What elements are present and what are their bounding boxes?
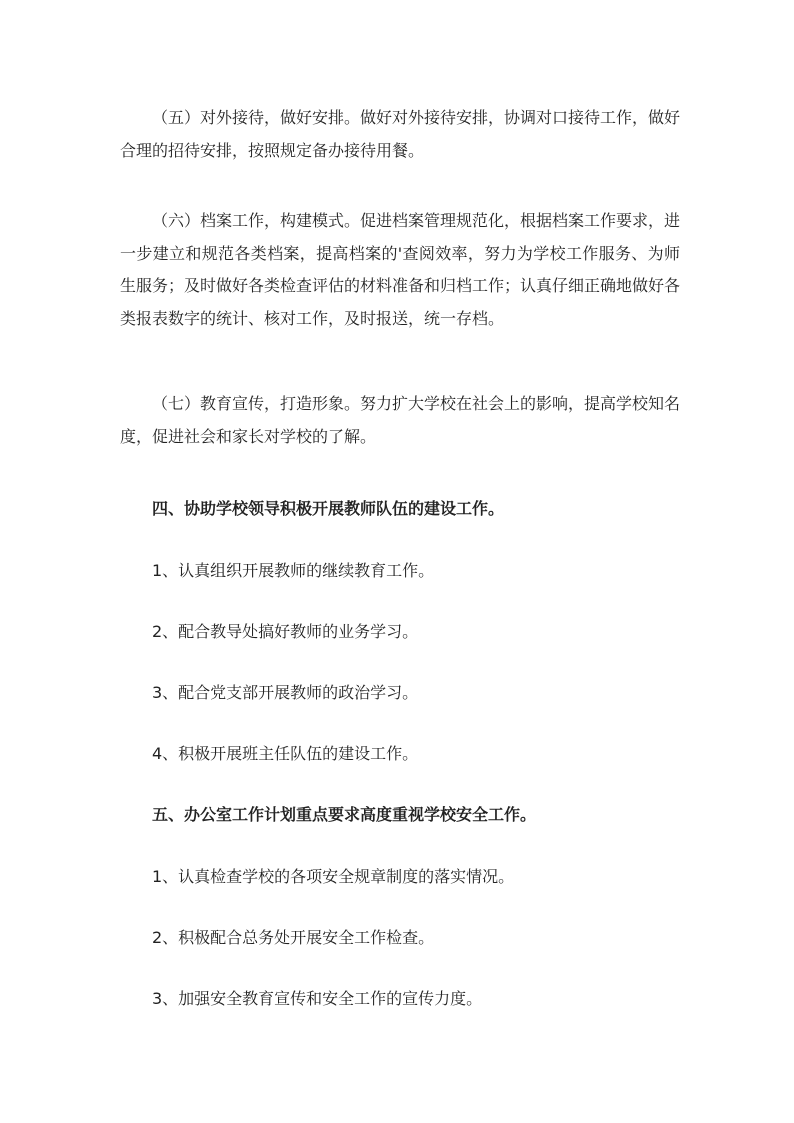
paragraph-archives: （六）档案工作，构建模式。促进档案管理规范化，根据档案工作要求，进一步建立和规范各类档案，提高档案的'查阅效率，努力为学校工作服务、为师生服务；及时做好各类检查评估的材料准备和归档工作；认真仔细正确地做好各类报表数字的统计、核对工作，及时报送，统一存档。 xyxy=(120,211,681,328)
section-5-heading: 五、办公室工作计划重点要求高度重视学校安全工作。 xyxy=(152,805,537,824)
section-4-item-1: 1、认真组织开展教师的继续教育工作。 xyxy=(152,561,435,580)
paragraph-publicity: （七）教育宣传，打造形象。努力扩大学校在社会上的影响，提高学校知名度，促进社会和家长对学校的了解。 xyxy=(120,394,681,446)
section-5-item-3: 3、加强安全教育宣传和安全工作的宣传力度。 xyxy=(152,989,483,1008)
paragraph-reception: （五）对外接待，做好安排。做好对外接待安排，协调对口接待工作，做好合理的招待安排，按照规定备办接待用餐。 xyxy=(120,108,681,160)
section-5-item-1: 1、认真检查学校的各项安全规章制度的落实情况。 xyxy=(152,867,515,886)
section-4-heading: 四、协助学校领导积极开展教师队伍的建设工作。 xyxy=(152,499,505,518)
section-4-item-4: 4、积极开展班主任队伍的建设工作。 xyxy=(152,744,419,763)
section-4-item-3: 3、配合党支部开展教师的政治学习。 xyxy=(152,683,419,702)
section-5-item-2: 2、积极配合总务处开展安全工作检查。 xyxy=(152,928,435,947)
section-4-item-2: 2、配合教导处搞好教师的业务学习。 xyxy=(152,622,419,641)
